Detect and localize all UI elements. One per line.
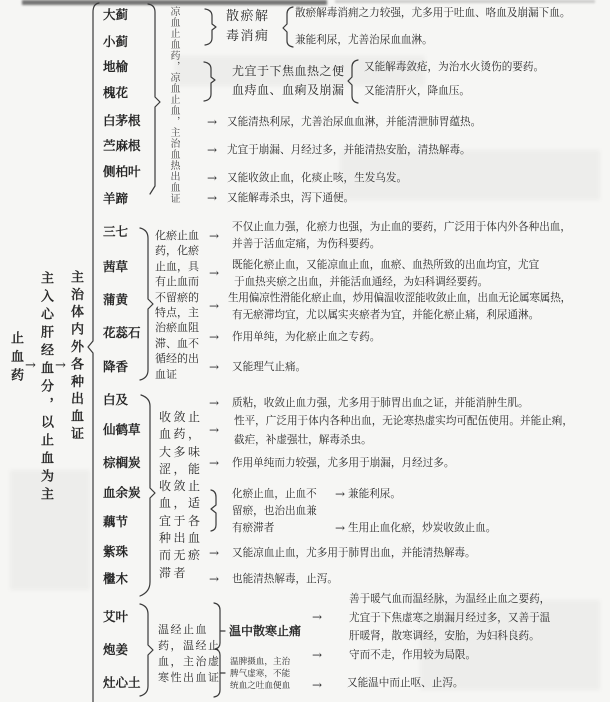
arrow-icon: → [207, 171, 218, 185]
arrow-icon: → [209, 546, 220, 560]
group3-shared-line: 化瘀止血，止血不 [232, 488, 317, 500]
herb-name: 血余炭 [103, 485, 141, 500]
summary-line: 血，适 [159, 496, 203, 511]
group4-summary [158, 622, 221, 686]
summary-line: 收敛止 [159, 410, 203, 424]
arrow-icon: → [55, 358, 66, 373]
herb-name: 侧柏叶 [103, 164, 141, 179]
summary-line: 滞者 [159, 565, 189, 580]
group1-shared1-line: 散瘀解 [226, 9, 270, 24]
herb-note: 不仅止血力强，化瘀力也强，为止血的要药，广泛用于体内外各种出血， [232, 221, 571, 233]
herb-note: 有无瘀滞均宜，尤以属实夹瘀者为宜，并能化瘀止痛，利尿通淋。 [232, 309, 540, 321]
herb-note: 又能解毒敛疮，为治水火烫伤的要药。 [364, 61, 545, 73]
shared-line: 脾气虚寒，不能 [230, 668, 291, 679]
herb-note: 守而不走，作用较为局限。 [349, 649, 477, 661]
shared-line: 统血之吐血便血 [230, 680, 291, 691]
group1-shared2-left-brace [204, 62, 215, 101]
herb-note: 又能清肝火，降血压。 [364, 85, 470, 97]
arrow-icon: → [209, 330, 220, 344]
group4-shared-warm-middle: 温中散寒止痛 [229, 624, 302, 638]
arrow-icon: → [312, 648, 323, 662]
arrow-icon: → [209, 456, 220, 470]
summary-line: 涩，能 [159, 461, 203, 476]
root-indication: 主治体内外各种出血证 [68, 270, 83, 444]
group1-shared1-line: 毒消痈 [226, 29, 270, 44]
shared-line: 温脾摄血，主治 [230, 657, 291, 667]
summary-line: 治瘀血阻 [155, 321, 199, 335]
arrow-icon: → [209, 423, 220, 437]
herb-note: 尤宜于崩漏、月经过多，并能清热安胎，清热解毒。 [227, 144, 471, 156]
summary-line: 收敛止 [159, 479, 203, 494]
herb-note: 也能清热解毒，止泻。 [232, 573, 338, 585]
herb-note: 兼能利尿，尤善治尿血血淋。 [295, 34, 433, 46]
herb-name: 紫珠 [103, 544, 129, 559]
herb-note: 作用单纯而力较强，尤多用于崩漏，月经过多。 [232, 457, 455, 469]
arrow-icon: → [209, 396, 220, 410]
group2-summary [155, 228, 199, 382]
herb-name: 降香 [103, 359, 129, 374]
summary-line: 化瘀止血 [155, 229, 199, 242]
herb-note: 截疟，补虚强壮，解毒杀虫。 [234, 434, 372, 446]
herb-name: 仙鹤草 [103, 422, 141, 437]
herb-note: 既能化瘀止血，又能凉血止血，血瘀、血热所致的出血均宜，尤宜 [232, 259, 540, 271]
summary-line: 特点，主 [155, 306, 199, 320]
arrow-icon: → [209, 360, 220, 374]
group3-summary [159, 409, 203, 582]
herb-note: 又能凉血止血，尤多用于肺胃出血，并能清热解毒。 [232, 547, 476, 559]
summary-line: 而无瘀 [159, 548, 203, 563]
summary-line: 药，化瘀 [155, 244, 199, 258]
herb-name: 小蓟 [103, 34, 129, 49]
herb-note: 又能解毒杀虫，泻下通便。 [227, 192, 355, 204]
root-channel: 主入心肝经血分，以止血为主 [38, 271, 53, 505]
group3-bracket [140, 395, 155, 596]
group3-shared-line: 留瘀，也治出血兼 [232, 505, 317, 517]
summary-line: 血证 [155, 367, 177, 381]
herb-name: 棕榈炭 [103, 455, 141, 470]
herb-note: 于血热夹瘀之出血，并能活血通经，为妇科调经要药。 [234, 276, 489, 288]
arrow-icon: → [209, 572, 220, 586]
arrow-icon: → [207, 115, 218, 129]
herb-name: 苎麻根 [103, 138, 141, 153]
herb-note: 又能理气止痛。 [232, 361, 307, 373]
herb-name: 檵木 [103, 571, 129, 586]
group1-summary: 凉血止血药，凉血止血，主治血热出血证 [168, 6, 179, 204]
arrow-icon: → [312, 610, 323, 624]
group3-shared-brace [211, 490, 216, 531]
note-line: 肝暖肾，散寒调经，安胎，为妇科良药。 [349, 630, 540, 642]
group3-shared-line: 有瘀滞者 [232, 522, 275, 534]
herb-note: 又能温中而止呕、止泻。 [347, 677, 464, 689]
herb-name: 地榆 [103, 59, 129, 74]
arrow-icon: → [209, 266, 220, 280]
summary-line: 温经止血 [158, 623, 208, 636]
group1-shared2-line: 血痔血、血痢及崩漏 [232, 83, 345, 97]
herb-name: 三七 [103, 224, 129, 239]
root-bracket [88, 3, 99, 702]
note-line: 尤宜于下焦虚寒之崩漏月经过多，又善于温 [349, 611, 551, 624]
herb-name: 花蕊石 [103, 325, 141, 340]
herb-note: 作用单纯，为化瘀止血之专药。 [232, 331, 381, 343]
summary-line: 寒性出血证 [158, 671, 221, 684]
herb-name: 羊蹄 [103, 191, 129, 206]
herb-note: 质粘，收敛止血力强，尤多用于肺胃出血之证，并能消肿生肌。 [232, 397, 529, 409]
herb-note: 生用偏凉性滑能化瘀止血，炒用偏温收涩能收敛止血，出血无论属寒属热， [228, 292, 571, 304]
arrow-icon: → [207, 191, 218, 205]
herb-name: 藕节 [103, 514, 129, 529]
herb-name: 白及 [103, 392, 129, 407]
herb-name: 槐花 [103, 85, 129, 100]
summary-line: 宜于各 [159, 513, 203, 528]
herb-name: 蒲黄 [103, 292, 129, 307]
arrow-icon: → [207, 143, 218, 157]
herb-name: 灶心土 [103, 675, 141, 690]
arrow-icon: → [209, 229, 220, 243]
arrow-icon: → [335, 487, 346, 501]
herb-name: 炮姜 [103, 642, 129, 657]
summary-line: 止血，具 [155, 259, 199, 273]
herb-note: 兼能利尿。 [348, 488, 401, 500]
summary-line: 有止血而 [155, 275, 199, 289]
summary-line: 血药， [159, 427, 203, 442]
herb-note: 散瘀解毒消痈之力较强，尤多用于吐血、咯血及崩漏下血。 [295, 7, 571, 19]
herb-name: 白茅根 [103, 113, 141, 128]
group1-shared2-right-brace [348, 60, 358, 103]
summary-line: 种出血 [159, 531, 203, 546]
root-label: 止血药 [8, 331, 23, 387]
herb-note [349, 590, 550, 646]
summary-line: 循经的出 [155, 352, 199, 366]
note-line: 善于暖气血而温经脉，为温经止血之要药， [349, 593, 551, 605]
summary-line: 滞、血不 [155, 336, 199, 350]
herb-note: 生用止血化瘀，炒炭收敛止血。 [348, 522, 497, 534]
arrow-icon: → [25, 358, 36, 373]
herb-note: 并善于活血定痛，为伤科要药。 [232, 238, 381, 250]
herb-note: 又能清热利尿，尤善治尿血血淋，并能清泄肺胃蕴热。 [227, 116, 482, 128]
group4-bracket [140, 604, 153, 696]
herb-note: 性平，广泛用于体内各种出血，无论寒热虚实均可配伍使用。并能止痢， [234, 415, 573, 427]
group4-shared-spleen [230, 657, 290, 692]
arrow-icon: → [312, 678, 323, 692]
summary-line: 药，温经止 [158, 639, 221, 652]
herb-note: 又能收敛止血，化痰止咳，生发乌发。 [227, 172, 408, 184]
group2-bracket [140, 228, 153, 380]
herb-name: 大蓟 [103, 7, 129, 22]
group1-shared1-left-brace [205, 9, 216, 45]
group1-bracket [148, 4, 160, 194]
arrow-icon: → [209, 299, 220, 313]
summary-line: 不留瘀的 [155, 290, 199, 304]
summary-line: 大多味 [159, 444, 203, 459]
herb-name: 艾叶 [103, 609, 129, 624]
group1-shared2-line: 尤宜于下焦血热之便 [232, 64, 345, 78]
arrow-icon: → [335, 521, 346, 535]
summary-line: 血，主治虚 [158, 655, 221, 668]
herb-name: 茜草 [103, 259, 129, 274]
group1-shared1-right-brace [283, 7, 293, 47]
